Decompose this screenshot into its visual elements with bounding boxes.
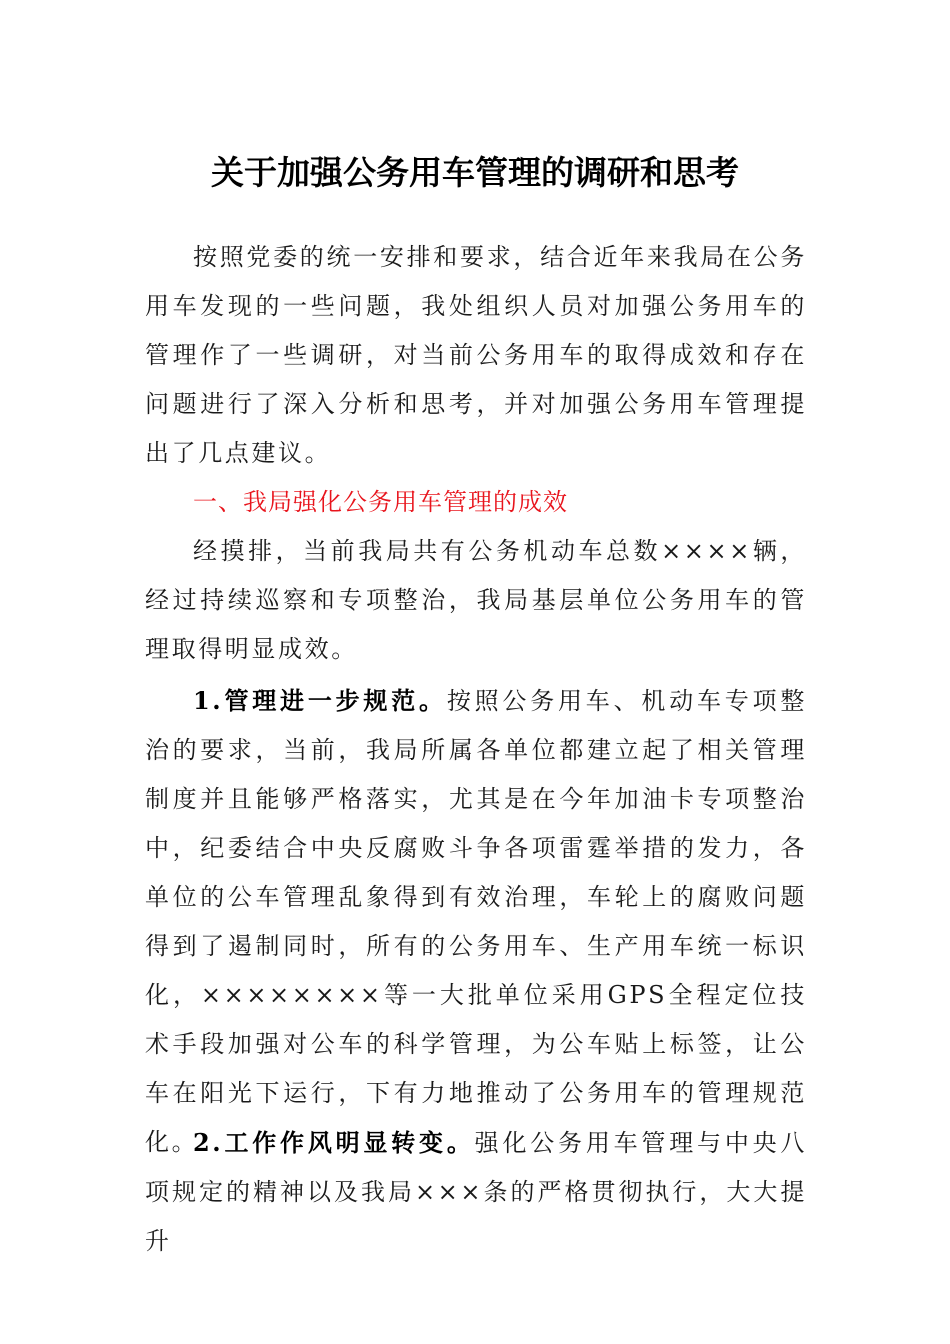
point-1-body: 按照公务用车、机动车专项整治的要求，当前，我局所属各单位都建立起了相关管理制度并且能够严格落实，尤其是在今年加油卡专项整治中，纪委结合中央反腐败斗争各项雷霆举措的发力，各单位的公车管理乱象得到有效治理，车轮上的腐败问题得到了遏制同时，所有的公务用车、生产用车统一标识化，××××××××等一大批单位采用GPS全程定位技术手段加强对公车的科学管理，为公车贴上标签，让公车在阳光下运行，下有力地推动了公务用车的管理规范化。 bbox=[145, 687, 807, 1156]
section-intro-paragraph: 经摸排，当前我局共有公务机动车总数××××辆，经过持续巡察和专项整治，我局基层单位公务用车的管理取得明显成效。 bbox=[145, 537, 807, 663]
point-1-lead: 1.管理进一步规范。 bbox=[193, 686, 447, 715]
section-heading: 一、我局强化公务用车管理的成效 bbox=[193, 488, 568, 516]
point-2-body: 强化公务用车管理与中央八项规定的精神以及我局×××条的严格贯彻执行，大大提升 bbox=[145, 1129, 808, 1255]
document-title: 关于加强公务用车管理的调研和思考 bbox=[211, 153, 739, 192]
point-2-lead: 2.工作作风明显转变。 bbox=[193, 1128, 475, 1157]
point-1-paragraph bbox=[145, 676, 807, 1167]
point-2-paragraph bbox=[145, 1118, 807, 1266]
intro-paragraph: 按照党委的统一安排和要求，结合近年来我局在公务用车发现的一些问题，我处组织人员对加强公务用车的管理作了一些调研，对当前公务用车的取得成效和存在问题进行了深入分析和思考，并对加强公务用车管理提出了几点建议。 bbox=[145, 243, 807, 467]
